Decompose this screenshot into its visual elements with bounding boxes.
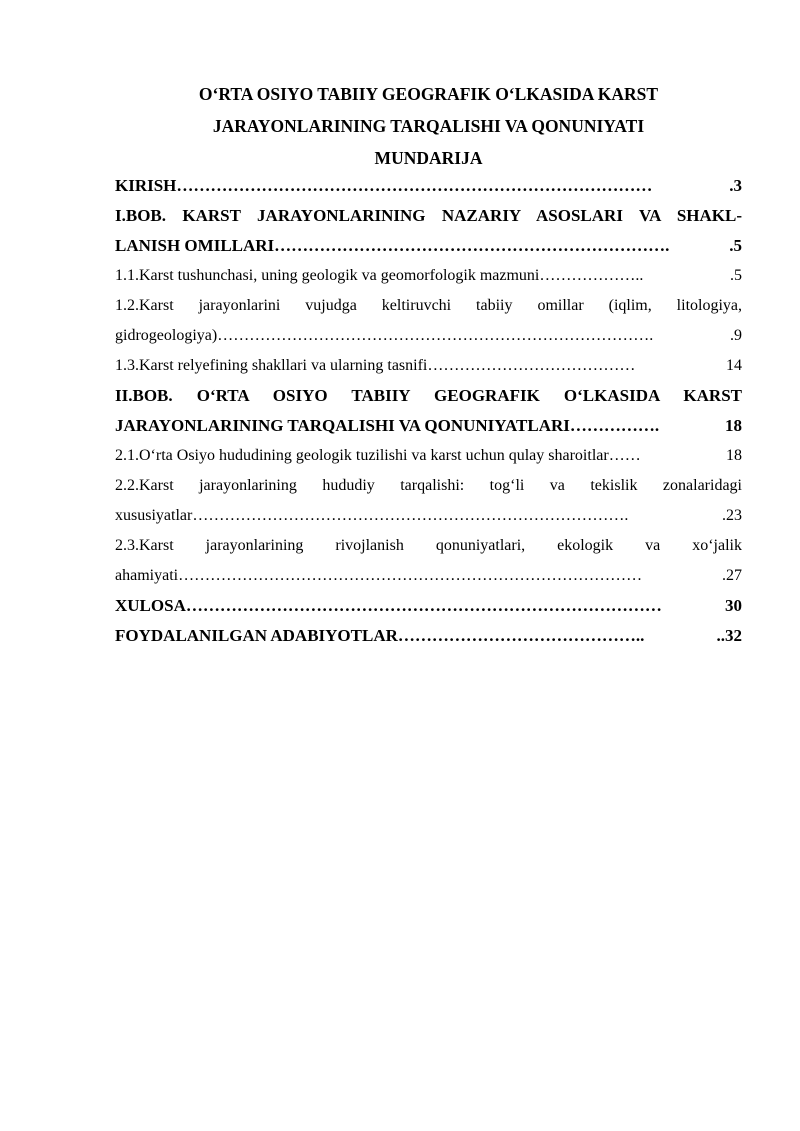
toc-page-number: 18 [725,416,742,435]
toc-entry-text: 1.3.Karst relyefining shakllari va ularning tasnifi [115,357,428,374]
toc-entry-1-2-line1: 1.2.Karst jarayonlarini vujudga keltiruvchi tabiiy omillar (iqlim, litologiya, [115,297,742,314]
toc-entry-text: gidrogeologiya) [115,327,218,344]
toc-entry-text: xususiyatlar [115,507,193,524]
toc-leader-dots: …………………………………….. [397,626,645,645]
toc-page-number: 30 [725,596,742,615]
toc-leader-dots: ………………………………… [427,357,636,374]
toc-entry-text: JARAYONLARINING TARQALISHI VA QONUNIYATLARI [115,416,570,435]
toc-leader-dots: …… [608,447,641,464]
toc-entry-1-1 [115,261,742,291]
toc-page-number: 14 [726,357,742,374]
toc-leader-dots: ………………………………………………………………………… [176,176,653,195]
toc-entry-text: ahamiyati [115,567,179,584]
toc-entry-text: KIRISH [115,176,177,195]
toc-leader-dots: ……………….. [539,267,644,284]
toc-leader-dots: …………………………………………………………………………… [178,567,643,584]
toc-entry-text: XULOSA [115,596,186,615]
toc-entry-2-3-line2 [115,561,742,591]
toc-page-number: .3 [729,176,742,195]
toc-leader-dots: ………………………………………………………………………. [192,507,629,524]
toc-leader-dots: ………………………………………………………………………… [185,596,662,615]
toc-entry-text: LANISH OMILLARI [115,236,275,255]
toc-leader-dots: ……………. [569,416,660,435]
title-line-2: JARAYONLARINING TARQALISHI VA QONUNIYATI [212,116,645,136]
toc-entry-2-1 [115,441,742,471]
toc-page-number: 18 [726,447,742,464]
toc-entry-bob1-line2 [115,231,742,261]
toc-entry-1-2-line2 [115,321,742,351]
toc-entry-bob2-line2 [115,411,742,441]
toc-leader-dots: ……………………………………………………………. [274,236,670,255]
title-line-1: O‘RTA OSIYO TABIIY GEOGRAFIK O‘LKASIDA KARST [198,84,659,104]
toc-entry-text: 2.1.O‘rta Osiyo hududining geologik tuzilishi va karst uchun qulay sharoitlar [115,447,609,464]
toc-entry-2-2-line2 [115,501,742,531]
toc-entry-adabiyotlar [115,621,742,651]
toc-page-number: .23 [722,507,742,524]
toc-page-number: .5 [730,267,742,284]
toc-entry-text: FOYDALANILGAN ADABIYOTLAR [115,626,398,645]
contents-heading: MUNDARIJA [374,148,483,168]
toc-entry-kirish [115,171,742,201]
toc-entry-bob2-line1: II.BOB. O‘RTA OSIYO TABIIY GEOGRAFIK O‘LKASIDA KARST [115,386,742,405]
toc-entry-2-3-line1: 2.3.Karst jarayonlarining rivojlanish qonuniyatlari, ekologik va xo‘jalik [115,537,742,554]
toc-entry-1-3 [115,351,742,381]
toc-page-number: .9 [730,327,742,344]
toc-entry-2-2-line1: 2.2.Karst jarayonlarining hududiy tarqalishi: tog‘li va tekislik zonalaridagi [115,477,742,494]
toc-entry-xulosa [115,591,742,621]
toc-entry-bob1-line1: I.BOB. KARST JARAYONLARINING NAZARIY ASOSLARI VA SHAKL- [115,206,742,225]
toc-entry-text: 1.1.Karst tushunchasi, uning geologik va geomorfologik mazmuni [115,267,540,284]
toc-leader-dots: ………………………………………………………………………. [217,327,654,344]
table-of-contents [115,171,742,651]
toc-page-number: .27 [722,567,742,584]
document-title [115,78,742,174]
toc-page-number: ..32 [716,626,742,645]
toc-page-number: .5 [729,236,742,255]
